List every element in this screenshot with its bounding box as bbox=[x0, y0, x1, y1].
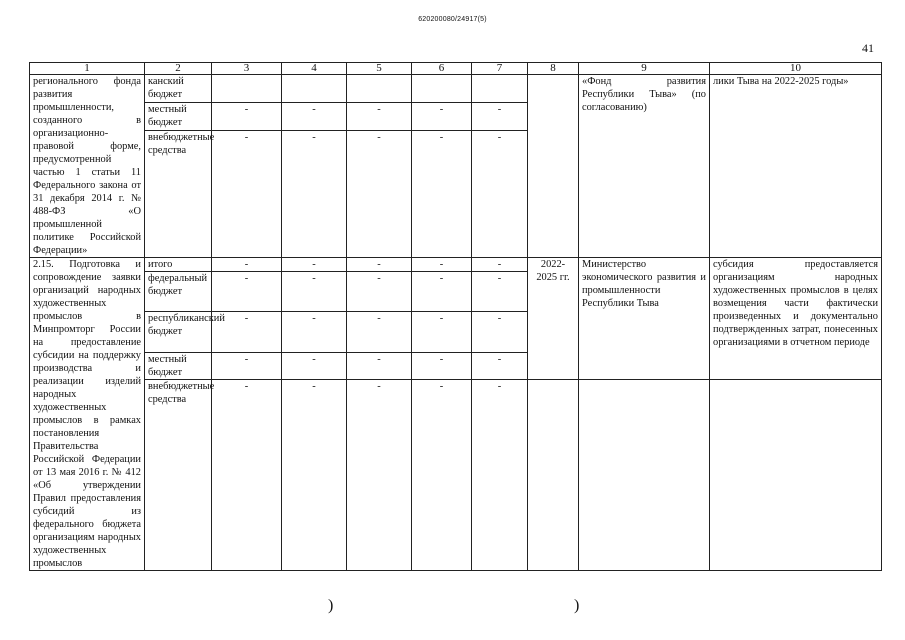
value-cell: - bbox=[347, 272, 412, 312]
value-cell: - bbox=[282, 352, 347, 379]
col-header-2: 2 bbox=[145, 63, 212, 75]
result-cell: лики Тыва на 2022-2025 годы» bbox=[710, 75, 882, 258]
col-header-10: 10 bbox=[710, 63, 882, 75]
value-cell bbox=[347, 75, 412, 103]
executor-cell bbox=[579, 379, 710, 570]
value-cell: - bbox=[472, 258, 528, 272]
executor-cell: Министерство экономического развития и промышленности Республики Тыва bbox=[579, 258, 710, 380]
value-cell: - bbox=[347, 352, 412, 379]
funding-source: канский бюджет bbox=[145, 75, 212, 103]
document-code: 620200080/24917(5) bbox=[418, 16, 487, 23]
value-cell: - bbox=[472, 102, 528, 130]
table-row bbox=[30, 75, 882, 103]
value-cell: - bbox=[472, 379, 528, 570]
value-cell: - bbox=[472, 312, 528, 352]
funding-source: внебюджетные средства bbox=[145, 130, 212, 258]
value-cell: - bbox=[412, 379, 472, 570]
value-cell bbox=[282, 75, 347, 103]
value-cell: - bbox=[412, 258, 472, 272]
value-cell: - bbox=[282, 130, 347, 258]
value-cell bbox=[412, 75, 472, 103]
funding-source: федеральный бюджет bbox=[145, 272, 212, 312]
value-cell: - bbox=[212, 312, 282, 352]
funding-source: итого bbox=[145, 258, 212, 272]
value-cell: - bbox=[212, 258, 282, 272]
column-number-row bbox=[30, 63, 882, 75]
value-cell: - bbox=[282, 258, 347, 272]
table-row bbox=[30, 379, 882, 570]
value-cell: - bbox=[412, 312, 472, 352]
value-cell: - bbox=[347, 379, 412, 570]
scan-mark: ) bbox=[328, 597, 334, 614]
value-cell bbox=[472, 75, 528, 103]
result-cell: субсидия предоставляется организациям народных художественных промыслов в целях возмещения части фактически произведенных и документально подтвержденных затрат, понесенных организациями в отчетном периоде bbox=[710, 258, 882, 380]
col-header-9: 9 bbox=[579, 63, 710, 75]
value-cell: - bbox=[282, 379, 347, 570]
value-cell: - bbox=[412, 130, 472, 258]
col-header-7: 7 bbox=[472, 63, 528, 75]
col-header-3: 3 bbox=[212, 63, 282, 75]
col-header-1: 1 bbox=[30, 63, 145, 75]
executor-cell: «Фонд развития Республики Тыва» (по согласованию) bbox=[579, 75, 710, 258]
value-cell: - bbox=[282, 102, 347, 130]
page-number: 41 bbox=[862, 41, 874, 55]
col-header-5: 5 bbox=[347, 63, 412, 75]
value-cell: - bbox=[412, 272, 472, 312]
value-cell: - bbox=[472, 352, 528, 379]
table-row bbox=[30, 258, 882, 272]
scan-mark: ) bbox=[574, 597, 580, 614]
result-cell bbox=[710, 379, 882, 570]
value-cell: - bbox=[212, 130, 282, 258]
value-cell: - bbox=[212, 272, 282, 312]
value-cell: - bbox=[472, 130, 528, 258]
value-cell bbox=[212, 75, 282, 103]
program-table bbox=[29, 62, 882, 571]
funding-source: местный бюджет bbox=[145, 102, 212, 130]
value-cell: - bbox=[347, 258, 412, 272]
col-header-6: 6 bbox=[412, 63, 472, 75]
value-cell: - bbox=[347, 130, 412, 258]
value-cell: - bbox=[212, 352, 282, 379]
funding-source: республиканский бюджет bbox=[145, 312, 212, 352]
value-cell: - bbox=[347, 102, 412, 130]
value-cell: - bbox=[282, 272, 347, 312]
col-header-8: 8 bbox=[528, 63, 579, 75]
value-cell: - bbox=[412, 102, 472, 130]
period-cell bbox=[528, 75, 579, 258]
activity-name: регионального фонда развития промышленности, созданного в организационно-правовой форме, предусмотренной частью 1 статьи 11 Федерального закона от 31 декабря 2014 г. № 488-ФЗ «О промышленной политике Российской Федерации» bbox=[30, 75, 145, 258]
value-cell: - bbox=[212, 379, 282, 570]
funding-source: внебюджетные средства bbox=[145, 379, 212, 570]
value-cell: - bbox=[412, 352, 472, 379]
col-header-4: 4 bbox=[282, 63, 347, 75]
funding-source: местный бюджет bbox=[145, 352, 212, 379]
value-cell: - bbox=[212, 102, 282, 130]
period-cell: 2022-2025 гг. bbox=[528, 258, 579, 380]
activity-name: 2.15. Подготовка и сопровождение заявки организаций народных художественных промыслов в Минпромторг России на предоставление субсидии на поддержку производства и реализации изделий народных художественных промыслов в рамках постановления Правительства Российской Федерации от 13 мая 2016 г. № 412 «Об утверждении Правил предоставления субсидий из федерального бюджета организациям народных художественных промыслов bbox=[30, 258, 145, 571]
period-cell bbox=[528, 379, 579, 570]
value-cell: - bbox=[347, 312, 412, 352]
value-cell: - bbox=[472, 272, 528, 312]
value-cell: - bbox=[282, 312, 347, 352]
